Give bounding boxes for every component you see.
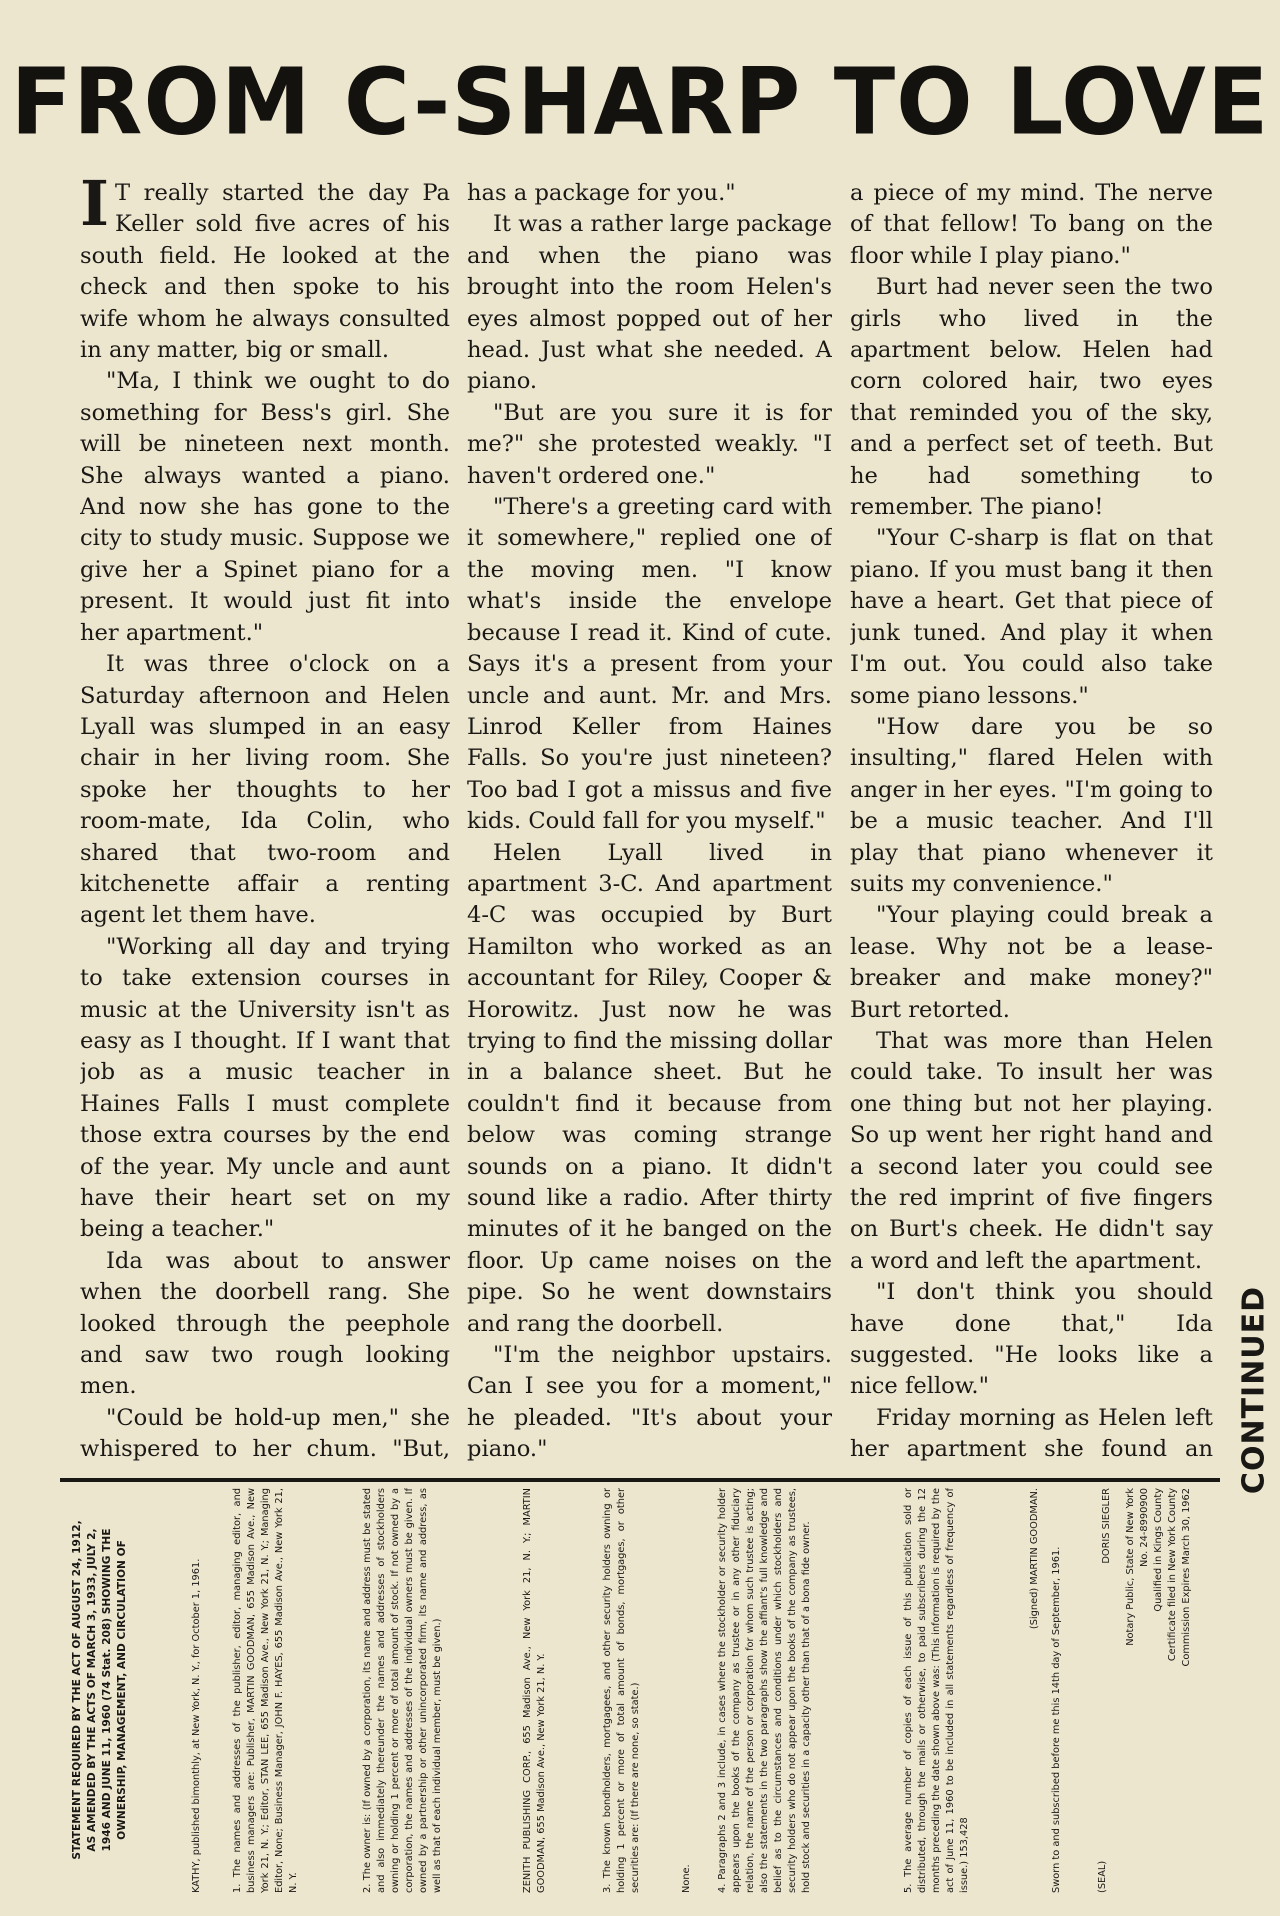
- story-column-2: [467, 178, 832, 1468]
- story-paragraph: It was a rather large package and when the piano was brought into the room Helen's eyes almost popped out of her head. Just what she needed. A piano.: [467, 211, 832, 395]
- statement-intro: KATHY, published bimonthly, at New York, N. Y., for October 1, 1961.: [191, 1558, 202, 1893]
- ownership-statement: [66, 1488, 1221, 1898]
- story-paragraph: That was more than Helen could take. To insult her was one thing but not her playing. So up went her right hand and a second later you could see the red imprint of five fingers on Burt's cheek. He didn't say a word and left the apartment.: [850, 1027, 1213, 1274]
- story-paragraph: "Ma, I think we ought to do something for Bess's girl. She will be nineteen next month. She always wanted a piano. And now she has gone to the city to study music. Suppose we give her a Spinet piano for a present. It would just fit into her apartment.": [80, 368, 450, 646]
- story-paragraph: "Working all day and trying to take extension courses in music at the University isn't as easy as I thought. If I want that job as a music teacher in Haines Falls I must complete those extra courses by the end of the year. My uncle and aunt have their heart set on my being a teacher.": [80, 933, 450, 1243]
- story-paragraph: "I'm the neighbor upstairs. Can I see you for a moment," he pleaded. "It's about your piano.": [467, 1342, 832, 1463]
- continued-text: CONTINUED: [1236, 1285, 1272, 1495]
- statement-item-4: 4. Paragraphs 2 and 3 include, in cases where the stockholder or security holder appears upon the books of the company as trustee or in any other fiduciary relation, the name of the person or corporation for whom such trustee is acting; also the statements in the two paragraphs show the affiant's full knowledge and belief as to the circumstances and conditions under which stockholders and security holders who do not appear upon the books of the company as trustees, hold stock and securities in a capacity other than that of a bona fide owner.: [717, 1488, 812, 1893]
- story-paragraph: Friday morning as Helen left her apartment she found an: [850, 1404, 1213, 1463]
- statement-signed: (Signed) MARTIN GOODMAN.: [1029, 1488, 1040, 1630]
- statement-heading: STATEMENT REQUIRED BY THE ACT OF AUGUST 24, 1912, AS AMENDED BY THE ACTS OF MARCH 3, 1933, JULY 2, 1946 AND JUNE 11, 1960 (74 Stat. 208) SHOWING THE OWNERSHIP, MANAGEMENT, AND CIRCULATION OF: [71, 1520, 128, 1860]
- notary-name: DORIS SIEGLER: [1101, 1488, 1112, 1564]
- notary-line: Commission Expires March 30, 1962: [1181, 1488, 1192, 1667]
- story-paragraph: "I don't think you should have done that," Ida suggested. "He looks like a nice fellow.": [850, 1279, 1213, 1400]
- story-paragraph: has a package for you.": [467, 180, 736, 206]
- notary-line: No. 24-8990900: [1139, 1488, 1150, 1568]
- drop-cap: I: [80, 178, 110, 240]
- notary-line: Notary Public, State of New York: [1125, 1488, 1136, 1646]
- divider-rule: [60, 1478, 1220, 1482]
- continued-label: [1234, 1285, 1274, 1495]
- story-paragraph: Helen Lyall lived in apartment 3-C. And apartment 4-C was occupied by Burt Hamilton who worked as an accountant for Riley, Cooper & Horowitz. Just now he was trying to find the missing dollar in a balance sheet. But he couldn't find it because from below was coming strange sounds on a piano. It didn't sound like a radio. After thirty minutes of it he banged on the floor. Up came noises on the pipe. So he went downstairs and rang the doorbell.: [467, 839, 832, 1337]
- story-paragraph: "But are you sure it is for me?" she protested weakly. "I haven't ordered one.": [467, 399, 832, 489]
- notary-line-block: [1180, 1488, 1221, 1667]
- story-paragraph: "Your playing could break a lease. Why not be a lease-breaker and make money?" Burt retorted.: [850, 902, 1213, 1023]
- notary-line: Qualified in Kings County: [1153, 1488, 1164, 1612]
- story-title: FROM C-SHARP TO LOVE: [10, 48, 1270, 157]
- story-paragraph: It was three o'clock on a Saturday afternoon and Helen Lyall was slumped in an easy chair in her living room. She spoke her thoughts to her room-mate, Ida Colin, who shared that two-room and kitchenette affair a renting agent let them have.: [80, 651, 450, 929]
- statement-item-5: 5. The average number of copies of each issue of this publication sold or distributed, through the mails or otherwise, to paid subscribers during the 12 months preceding the date shown above was: (This information is required by the act of June 11, 1960 to be included in all statements regardless of frequency of issue.) 153,428: [903, 1488, 970, 1893]
- notary-line: Certificate filed in New York County: [1167, 1488, 1178, 1662]
- story-paragraph: "How dare you be so insulting," flared Helen with anger in her eyes. "I'm going to be a music teacher. And I'll play that piano whenever it suits my convenience.": [850, 713, 1213, 897]
- statement-item-2: 2. The owner is: (If owned by a corporation, its name and address must be stated and also immediately thereunder the names and addresses of stockholders owning or holding 1 percent or more of total amount of stock. If not owned by a corporation, the names and addresses of the individual owners must be given. If owned by a partnership or other unincorporated firm, its name and address, as well as that of each individual member, must be given.): [362, 1488, 443, 1893]
- story-paragraph: I T really started the day Pa Keller sold five acres of his south field. He looked at the check and then spoke to his wife whom he always consulted in any matter, big or small.: [80, 178, 450, 364]
- story-paragraph: "Your C-sharp is flat on that piano. If you must bang it then have a heart. Get that piece of junk tuned. And play it when I'm out. You could also take some piano lessons.": [850, 525, 1213, 709]
- story-paragraph: "There's a greeting card with it somewhere," replied one of the moving men. "I know what's inside the envelope because I read it. Kind of cute. Says it's a present from your uncle and aunt. Mr. and Mrs. Linrod Keller from Haines Falls. So you're just nineteen? Too bad I got a missus and five kids. Could fall for you myself.": [467, 494, 832, 835]
- story-column-3: [850, 178, 1213, 1468]
- story-column-1: [80, 178, 450, 1468]
- statement-item-3: 3. The known bondholders, mortgagees, and other security holders owning or holding 1 percent or more of total amount of bonds, mortgages, or other securities are: (If there are none, so state.): [602, 1488, 641, 1893]
- story-paragraph: Burt had never seen the two girls who lived in the apartment below. Helen had corn colored hair, two eyes that reminded you of the sky, and a perfect set of teeth. But he had something to remember. The piano!: [850, 274, 1213, 521]
- story-paragraph: [467, 1466, 832, 1468]
- statement-seal: (SEAL): [1097, 1860, 1108, 1893]
- statement-item-3b: None.: [681, 1864, 692, 1893]
- statement-item-1: 1. The names and addresses of the publisher, editor, managing editor, and business managers are: Publisher, MARTIN GOODMAN, 655 Madison Ave., New York 21, N. Y.; Editor, STAN LEE, 655 Madison Ave., New York 21, N. Y.; Managing Editor, None; Business Manager, JOHN F. HAYES, 655 Madison Ave., New York 21, N. Y.: [232, 1488, 299, 1893]
- story-paragraph: "Could be hold-up men," she whispered to her chum. "But,: [80, 1404, 450, 1463]
- story-paragraph: a piece of my mind. The nerve of that fellow! To bang on the floor while I play piano.": [850, 180, 1213, 269]
- statement-sworn: Sworn to and subscribed before me this 14th day of September, 1961.: [1051, 1546, 1062, 1893]
- story-paragraph: Ida was about to answer when the doorbell rang. She looked through the peephole and saw two rough looking men.: [80, 1247, 450, 1400]
- statement-item-2b: ZENITH PUBLISHING CORP., 655 Madison Ave., New York 21, N. Y.; MARTIN GOODMAN, 655 Madison Ave., New York 21, N. Y.: [522, 1488, 547, 1893]
